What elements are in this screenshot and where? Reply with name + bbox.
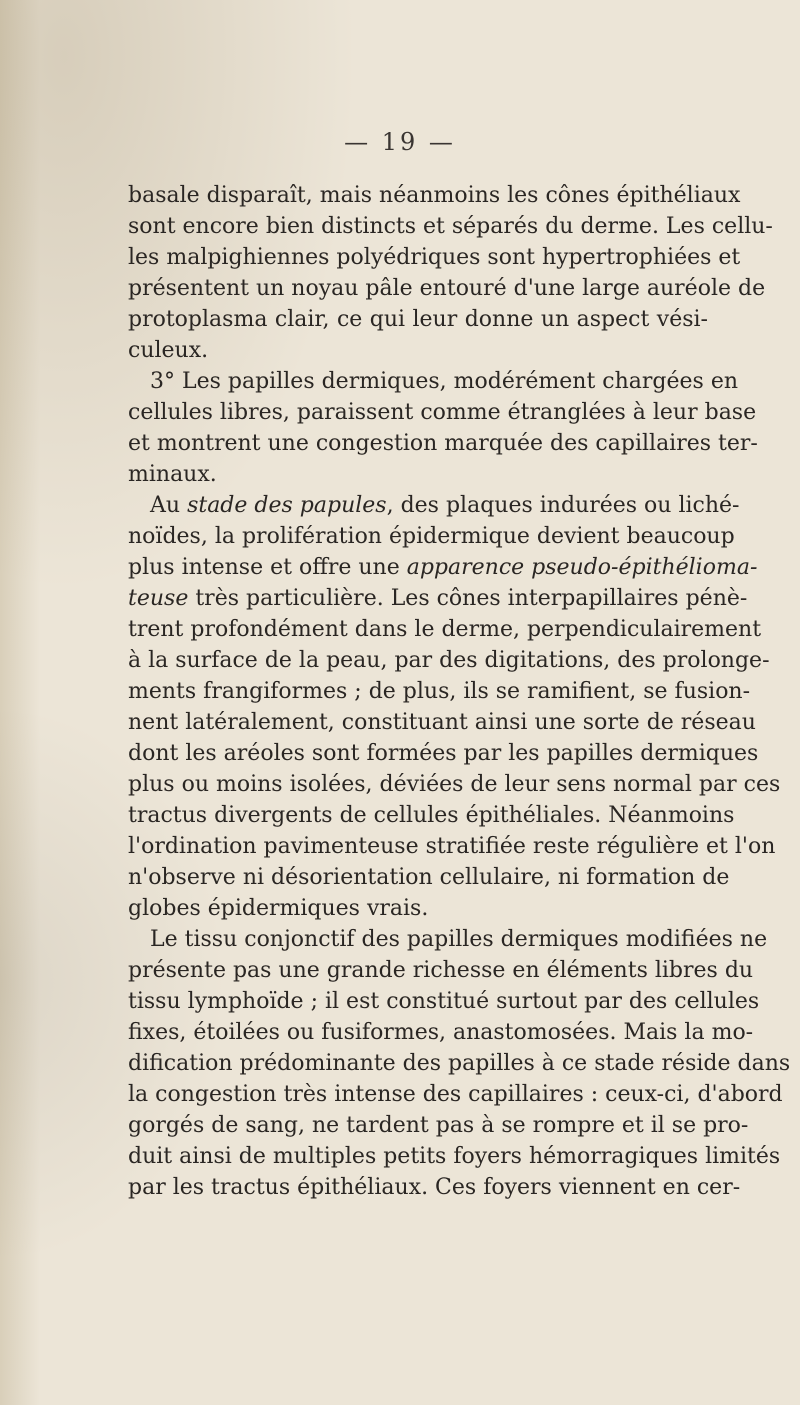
text-line <box>128 924 768 955</box>
text-line <box>128 862 730 893</box>
text-segment: l'ordination pavimenteuse stratifiée reste régulière et l'on <box>128 834 776 859</box>
text-line <box>128 955 754 986</box>
text-line <box>128 645 770 676</box>
text-line <box>128 893 708 924</box>
text-line <box>128 707 756 738</box>
text-segment: par les tractus épithéliaux. Ces foyers viennent en cer- <box>128 1175 741 1200</box>
text-segment: globes épidermiques vrais. <box>128 896 429 921</box>
page-number: — 19 — <box>344 128 456 156</box>
text-segment: protoplasma clair, ce qui leur donne un aspect vési- <box>128 307 708 332</box>
text-segment: présentent un noyau pâle entouré d'une large auréole de <box>128 276 766 301</box>
text-segment: présente pas une grande richesse en éléments libres du <box>128 958 754 983</box>
text-line <box>128 769 781 800</box>
text-segment: minaux. <box>128 462 217 487</box>
text-segment: duit ainsi de multiples petits foyers hémorragiques limités <box>128 1144 781 1169</box>
text-segment: nent latéralement, constituant ainsi une sorte de réseau <box>128 710 756 735</box>
text-line <box>128 1141 781 1172</box>
text-segment: tissu lymphoïde ; il est constitué surtout par des cellules <box>128 989 760 1014</box>
text-line <box>128 335 708 366</box>
text-line <box>128 676 751 707</box>
text-segment: tractus divergents de cellules épithéliales. Néanmoins <box>128 803 735 828</box>
text-line <box>128 552 758 583</box>
text-segment: culeux. <box>128 338 209 363</box>
text-segment: noïdes, la prolifération épidermique devient beaucoup <box>128 524 735 549</box>
text-line <box>128 1079 783 1110</box>
text-segment: la congestion très intense des capillaires : ceux-ci, d'abord <box>128 1082 783 1107</box>
text-segment: gorgés de sang, ne tardent pas à se rompre et il se pro- <box>128 1113 749 1138</box>
text-line <box>128 738 759 769</box>
text-segment: dont les aréoles sont formées par les papilles dermiques <box>128 741 759 766</box>
text-line <box>128 490 740 521</box>
text-segment: ments frangiformes ; de plus, ils se ramifient, se fusion- <box>128 679 751 704</box>
text-segment: Au <box>150 493 188 518</box>
text-segment: à la surface de la peau, par des digitations, des prolonge- <box>128 648 770 673</box>
text-line <box>128 459 708 490</box>
text-line <box>128 986 760 1017</box>
text-segment: fixes, étoilées ou fusiformes, anastomosées. Mais la mo- <box>128 1020 754 1045</box>
text-segment: très particulière. Les cônes interpapillaires pénè- <box>188 586 748 611</box>
text-segment: dification prédominante des papilles à ce stade réside dans <box>128 1051 791 1076</box>
text-segment: et montrent une congestion marquée des capillaires ter- <box>128 431 758 456</box>
text-line <box>128 428 758 459</box>
text-line <box>128 211 773 242</box>
text-line <box>128 614 762 645</box>
text-segment: 3° Les papilles dermiques, modérément chargées en <box>150 369 739 394</box>
text-segment: sont encore bien distincts et séparés du derme. Les cellu- <box>128 214 773 239</box>
text-line <box>128 583 748 614</box>
text-segment: n'observe ni désorientation cellulaire, ni formation de <box>128 865 730 890</box>
italic-text: stade des papules <box>187 493 387 518</box>
text-line <box>128 180 741 211</box>
text-line <box>128 1048 791 1079</box>
text-segment: Le tissu conjonctif des papilles dermiques modifiées ne <box>150 927 768 952</box>
text-line <box>128 273 766 304</box>
text-segment: plus ou moins isolées, déviées de leur sens normal par ces <box>128 772 781 797</box>
text-line <box>128 366 739 397</box>
text-line <box>128 521 735 552</box>
body-text <box>128 180 791 1203</box>
text-line <box>128 831 776 862</box>
text-segment: basale disparaît, mais néanmoins les cônes épithéliaux <box>128 183 741 208</box>
text-line <box>128 242 741 273</box>
text-segment: trent profondément dans le derme, perpendiculairement <box>128 617 762 642</box>
text-line <box>128 1172 741 1203</box>
text-line <box>128 304 708 335</box>
italic-text: teuse <box>128 586 189 611</box>
italic-text: apparence pseudo-épithélioma- <box>406 555 758 580</box>
text-segment: cellules libres, paraissent comme étranglées à leur base <box>128 400 757 425</box>
text-segment: les malpighiennes polyédriques sont hypertrophiées et <box>128 245 741 270</box>
text-line <box>128 1110 749 1141</box>
text-line <box>128 800 735 831</box>
text-segment: plus intense et offre une <box>128 555 407 580</box>
text-line <box>128 397 757 428</box>
text-line <box>128 1017 754 1048</box>
text-segment: , des plaques indurées ou liché- <box>386 493 740 518</box>
